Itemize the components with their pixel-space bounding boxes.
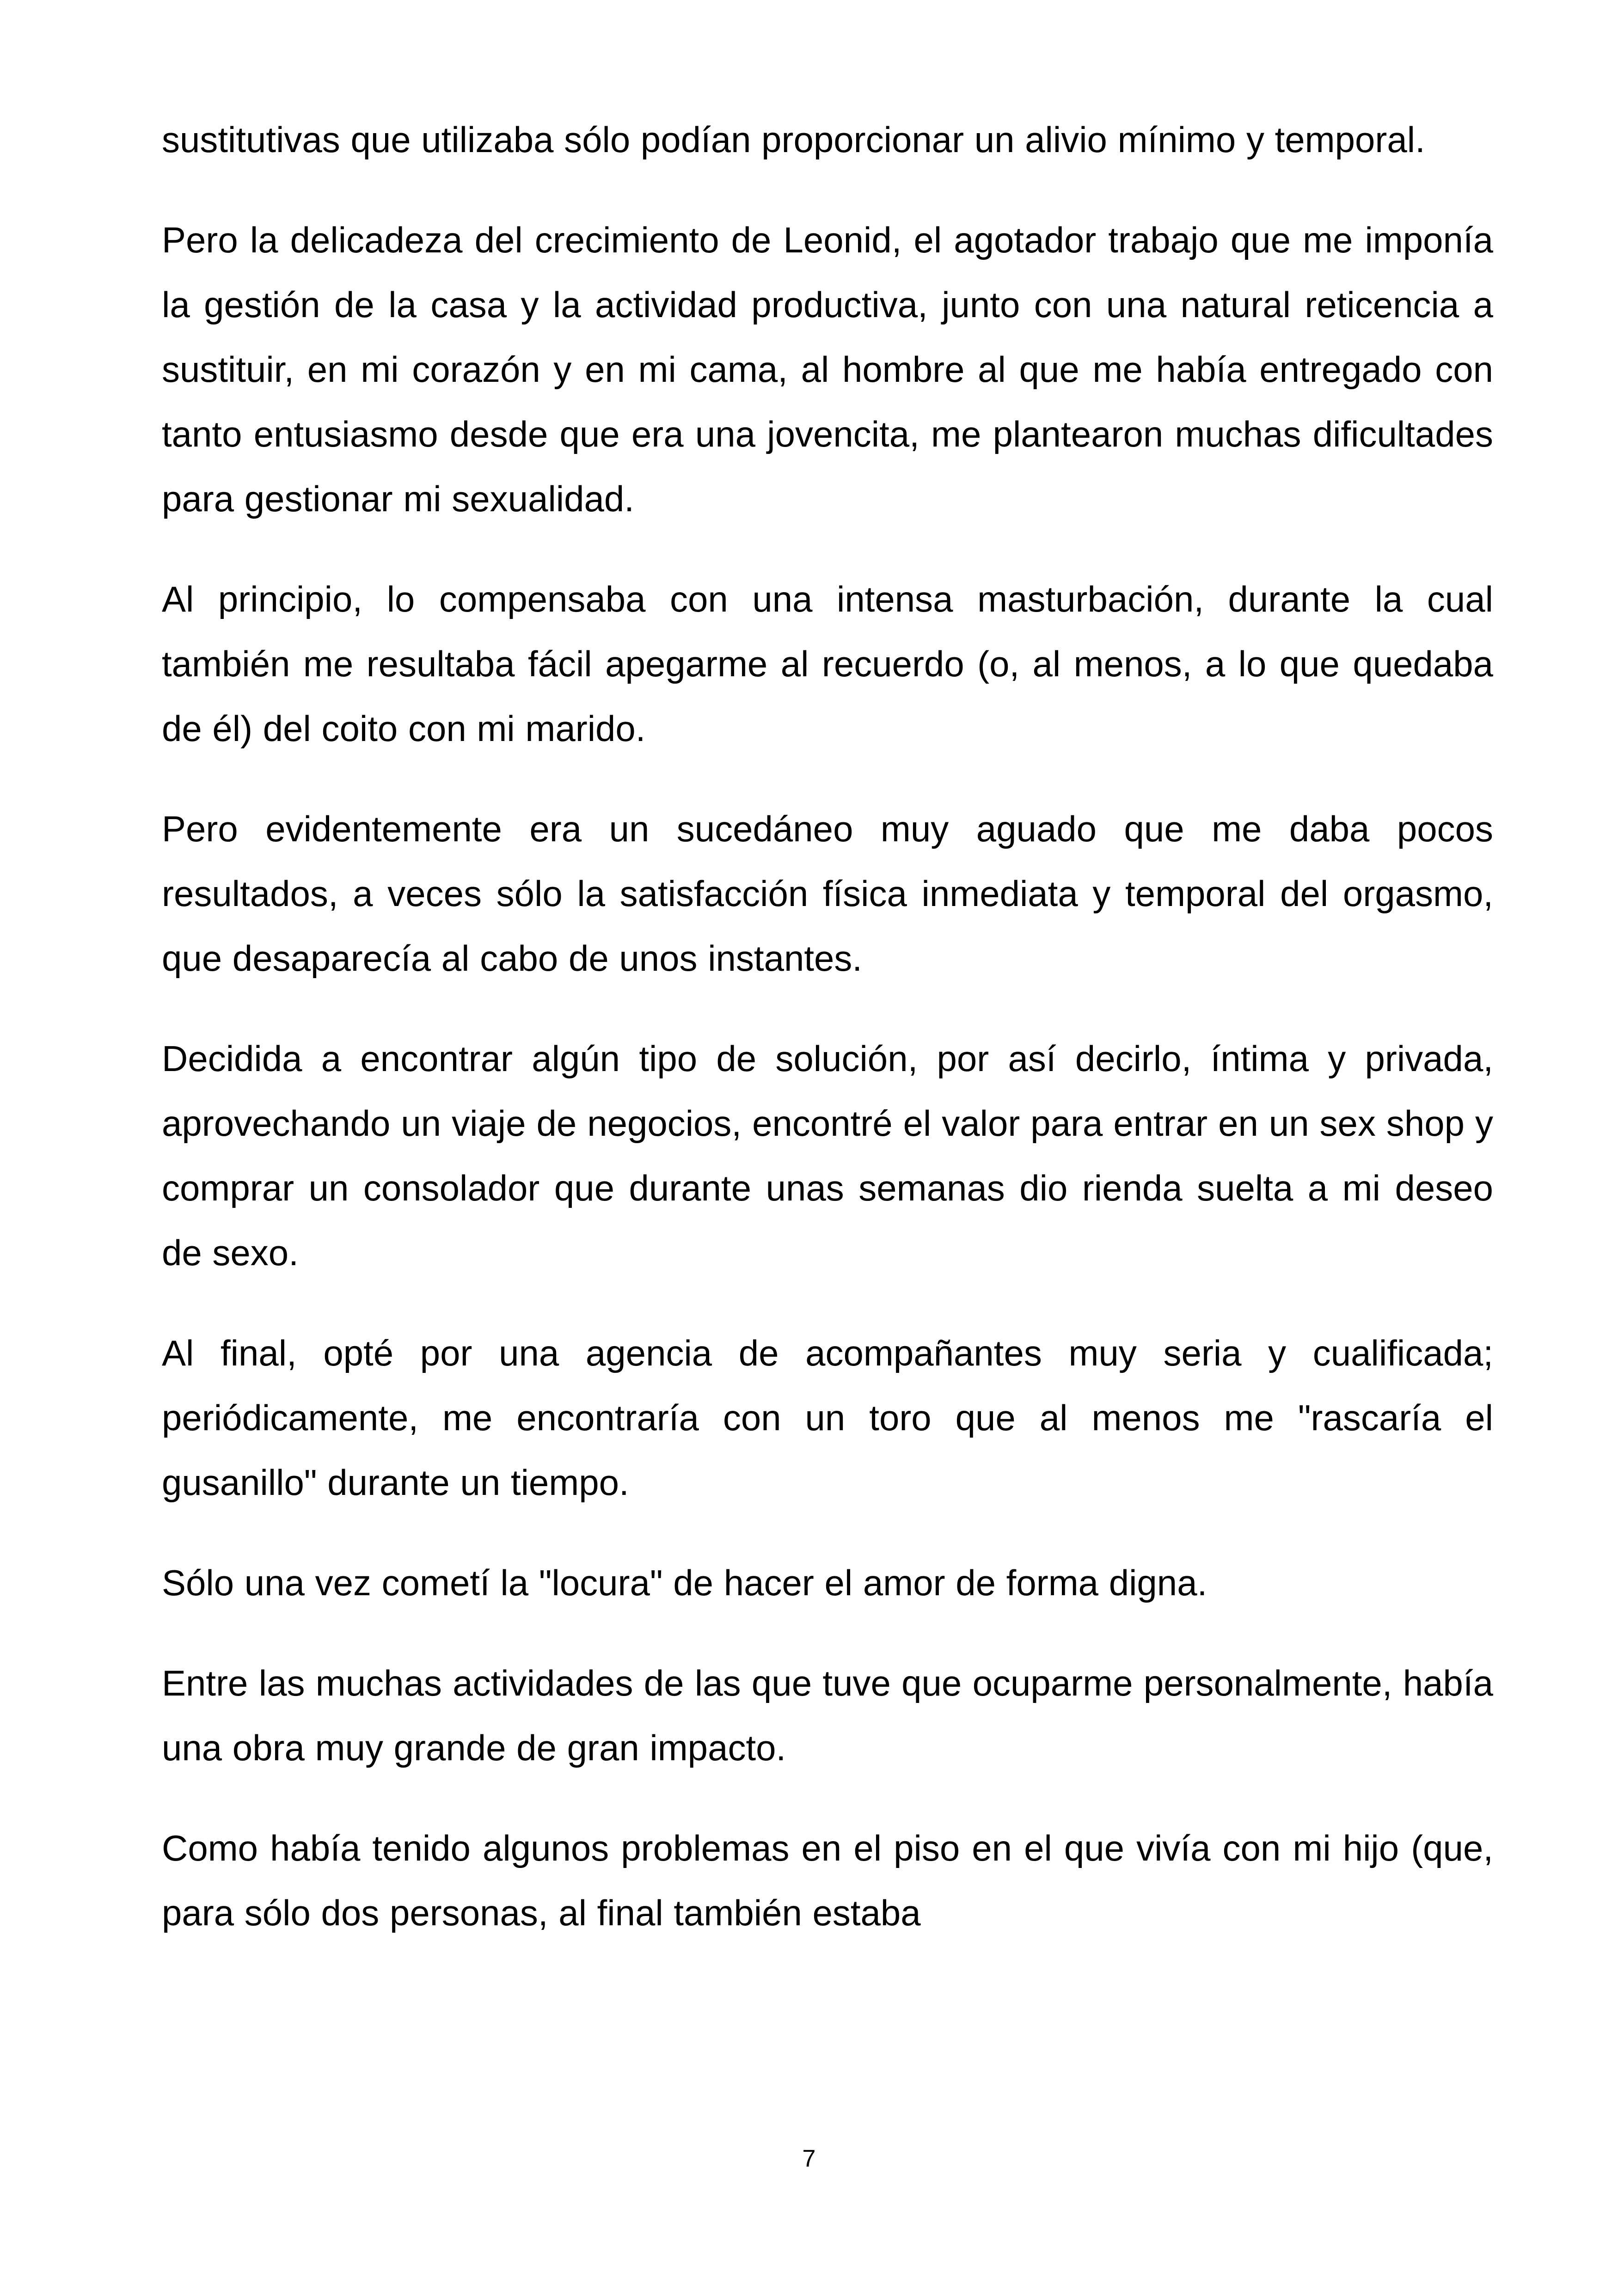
paragraph-6: Al final, opté por una agencia de acompañantes muy seria y cualificada; periódicamente, me encontraría con un toro que al menos me "rascaría el gusanillo" durante un tiempo. [162,1333,1493,1503]
paragraph-2: Pero la delicadeza del crecimiento de Leonid, el agotador trabajo que me imponía la gestión de la casa y la actividad productiva, junto con una natural reticencia a sustituir, en mi corazón y en mi cama, al hombre al que me había entregado con tanto entusiasmo desde que era una jovencita, me plantearon muchas dificultades para gestionar mi sexualidad. [162,220,1493,519]
page-number: 7 [802,2145,816,2172]
paragraph-4: Pero evidentemente era un sucedáneo muy aguado que me daba pocos resultados, a veces sólo la satisfacción física inmediata y temporal del orgasmo, que desaparecía al cabo de unos instantes. [162,808,1493,979]
paragraph-1: sustitutivas que utilizaba sólo podían proporcionar un alivio mínimo y temporal. [162,119,1425,160]
paragraph-5: Decidida a encontrar algún tipo de solución, por así decirlo, íntima y privada, aprovechando un viaje de negocios, encontré el valor para entrar en un sex shop y comprar un consolador que durante unas semanas dio rienda suelta a mi deseo de sexo. [162,1038,1493,1273]
paragraph-3: Al principio, lo compensaba con una intensa masturbación, durante la cual también me resultaba fácil apegarme al recuerdo (o, al menos, a lo que quedaba de él) del coito con mi marido. [162,579,1493,749]
document-body [162,107,1493,1981]
paragraph-9: Como había tenido algunos problemas en el piso en el que vivía con mi hijo (que, para sólo dos personas, al final también estaba [162,1828,1493,1933]
paragraph-8: Entre las muchas actividades de las que tuve que ocuparme personalmente, había una obra muy grande de gran impacto. [162,1663,1493,1768]
paragraph-7: Sólo una vez cometí la "locura" de hacer el amor de forma digna. [162,1562,1207,1603]
